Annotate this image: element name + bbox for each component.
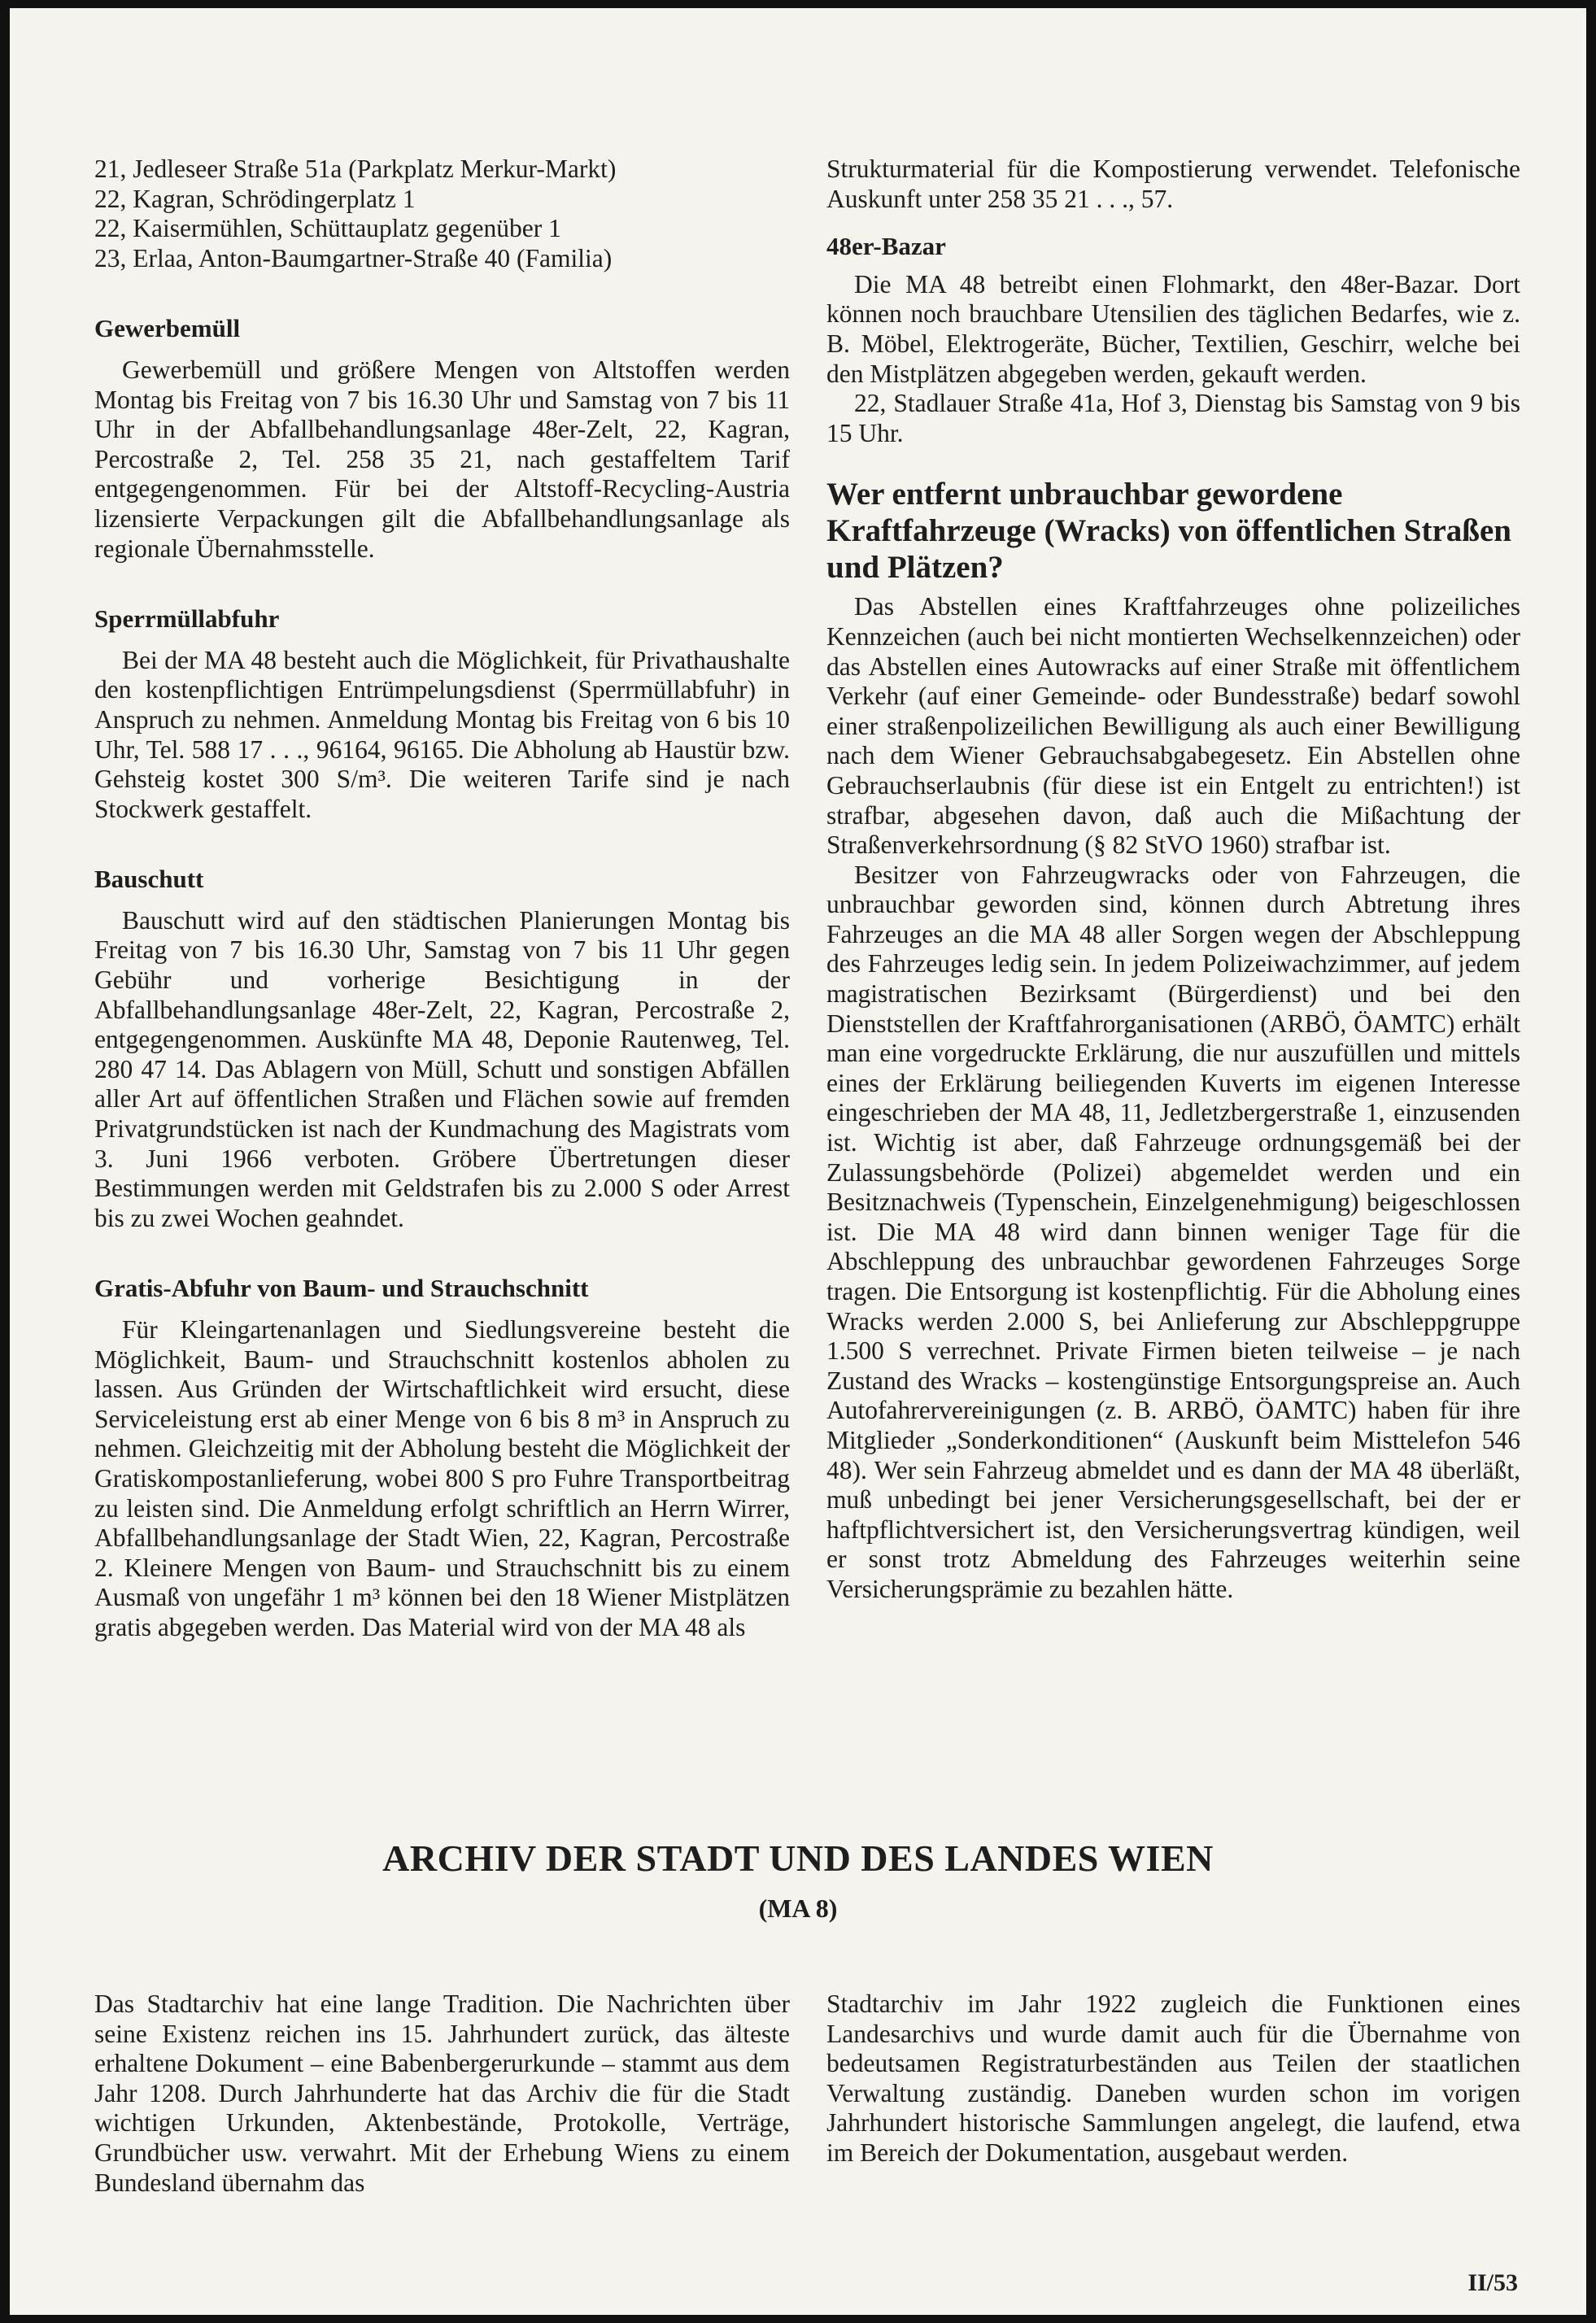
heading-sperrmuellabfuhr: Sperrmüllabfuhr [94, 604, 280, 634]
document-page [10, 8, 1586, 2315]
paragraph-continuation: Strukturmaterial für die Kompostierung verwendet. Telefonische Auskunft unter 258 35 21 . . ., 57. [826, 155, 1520, 213]
section-subtitle: (MA 8) [758, 1894, 838, 1923]
paragraph-gratis-abfuhr: Für Kleingartenanlagen und Siedlungsvereine besteht die Möglichkeit, Baum- und Strauchschnitt kostenlos abholen zu lassen. Aus Gründen der Wirtschaftlichkeit wird ersucht, diese Serviceleistung erst ab einer Menge von 6 bis 8 m³ in Anspruch zu nehmen. Gleichzeitig mit der Abholung besteht die Möglichkeit der Gratiskompostanlieferung, wobei 800 S pro Fuhre Transportbeitrag zu leisten sind. Die Anmeldung erfolgt schriftlich an Herrn Wirrer, Abfallbehandlungsanlage der Stadt Wien, 22, Kagran, Percostraße 2. Kleinere Mengen von Baum- und Strauchschnitt bis zu einem Ausmaß von ungefähr 1 m³ können bei den 18 Wiener Mistplätzen gratis abgegeben werden. Das Material wird von der MA 48 als [94, 1315, 790, 1641]
paragraph-wracks-1: Das Abstellen eines Kraftfahrzeuges ohne polizeiliches Kennzeichen (auch bei nicht montierten Wechselkennzeichen) oder das Abstellen eines Autowracks auf einer Straße mit öffentlichem Verkehr (auf einer Gemeinde- oder Bundesstraße) bedarf sowohl einer straßenpolizeilichen Bewilligung als auch einer Bewilligung nach dem Wiener Gebrauchsabgabegesetz. Ein Abstellen ohne Gebrauchserlaubnis (für diese ist ein Entgelt zu entrichten!) ist strafbar, abgesehen davon, daß auch die Mißachtung der Straßenverkehrsordnung (§ 82 StVO 1960) strafbar ist. [826, 592, 1520, 860]
heading-gewerbemuell: Gewerbemüll [94, 314, 241, 343]
right-column [826, 155, 1520, 1605]
section-title: ARCHIV DER STADT UND DES LANDES WIEN [382, 1837, 1214, 1879]
heading-bauschutt: Bauschutt [94, 865, 204, 894]
heading-wracks: Wer entfernt unbrauchbar gewordene Kraftfahrzeuge (Wracks) von öffentlichen Straßen und Plätzen? [826, 477, 1511, 586]
archive-paragraph-right: Stadtarchiv im Jahr 1922 zugleich die Funktionen eines Landesarchivs und wurde damit auch für die Übernahme von bedeutsamen Registraturbeständen aus Teilen der staatlichen Verwaltung zuständig. Daneben wurden schon im vorigen Jahrhundert historische Sammlungen angelegt, die laufend, etwa im Bereich der Dokumentation, ausgebaut werden. [826, 1990, 1520, 2167]
heading-48er-bazar: 48er-Bazar [826, 232, 946, 261]
left-column [94, 155, 790, 1643]
paragraph-gewerbemuell: Gewerbemüll und größere Mengen von Altstoffen werden Montag bis Freitag von 7 bis 16.30 Uhr und Samstag von 7 bis 11 Uhr in der Abfallbehandlungsanlage 48er-Zelt, 22, Kagran, Percostraße 2, Tel. 258 35 21, nach gestaffeltem Tarif entgegengenommen. Für bei der Altstoff-Recycling-Austria lizensierte Verpackungen gilt die Abfallbehandlungsanlage als regionale Übernahmsstelle. [94, 355, 790, 563]
paragraph-bazar-address: 22, Stadlauer Straße 41a, Hof 3, Dienstag bis Samstag von 9 bis 15 Uhr. [826, 389, 1520, 447]
paragraph-wracks-2: Besitzer von Fahrzeugwracks oder von Fahrzeugen, die unbrauchbar geworden sind, können durch Abtretung ihres Fahrzeuges an die MA 48 aller Sorgen wegen der Abschleppung des Fahrzeuges ledig sein. In jedem Polizeiwachzimmer, auf jedem magistratischen Bezirksamt (Bürgerdienst) und bei den Dienststellen der Kraftfahrorganisationen (ARBÖ, ÖAMTC) erhält man eine vorgedruckte Erklärung, die nur auszufüllen und mittels eines der Erklärung beiliegenden Kuverts im eigenen Interesse eingeschrieben der MA 48, 11, Jedletzbergerstraße 1, einzusenden ist. Wichtig ist aber, daß Fahrzeuge ordnungsgemäß bei der Zulassungsbehörde (Polizei) abgemeldet werden und ein Besitznachweis (Typenschein, Einzelgenehmigung) beigeschlossen ist. Die MA 48 wird dann binnen weniger Tage für die Abschleppung des unbrauchbar gewordenen Fahrzeuges Sorge tragen. Die Entsorgung ist kostenpflichtig. Für die Abholung eines Wracks werden 2.000 S, bei Anlieferung zur Abschleppgruppe 1.500 S verrechnet. Private Firmen bieten teilweise – je nach Zustand des Wracks – kostengünstige Entsorgungspreise an. Auch Autofahrervereinigungen (z. B. ARBÖ, ÖAMTC) haben für ihre Mitglieder „Sonderkonditionen“ (Auskunft beim Misttelefon 546 48). Wer sein Fahrzeug abmeldet und es dann der MA 48 überläßt, muß unbedingt bei jener Versicherungsgesellschaft, bei der er haftpflichtversichert ist, den Versicherungsvertrag kündigen, weil er sonst trotz Abmeldung des Fahrzeuges weiterhin seine Versicherungsprämie zu bezahlen hätte. [826, 860, 1520, 1603]
paragraph-sperrmuellabfuhr: Bei der MA 48 besteht auch die Möglichkeit, für Privathaushalte den kostenpflichtigen Entrümpelungsdienst (Sperrmüllabfuhr) in Anspruch zu nehmen. Anmeldung Montag bis Freitag von 6 bis 10 Uhr, Tel. 588 17 . . ., 96164, 96165. Die Abholung ab Haustür bzw. Gehsteig kostet 300 S/m³. Die weiteren Tarife sind je nach Stockwerk gestaffelt. [94, 645, 790, 823]
location-list: 21, Jedleseer Straße 51a (Parkplatz Merkur-Markt) 22, Kagran, Schrödingerplatz 1 22, Kaisermühlen, Schüttauplatz gegenüber 1 23, Erlaa, Anton-Baumgartner-Straße 40 (Familia) [94, 155, 617, 272]
paragraph-bauschutt: Bauschutt wird auf den städtischen Planierungen Montag bis Freitag von 7 bis 16.30 Uhr, Samstag von 7 bis 11 Uhr gegen Gebühr und vorherige Besichtigung in der Abfallbehandlungsanlage 48er-Zelt, 22, Kagran, Percostraße 2, entgegengenommen. Auskünfte MA 48, Deponie Rautenweg, Tel. 280 47 14. Das Ablagern von Müll, Schutt und sonstigen Abfällen aller Art auf öffentlichen Straßen und Flächen sowie auf fremden Privatgrundstücken ist nach der Kundmachung des Magistrats vom 3. Juni 1966 verboten. Gröbere Übertretungen dieser Bestimmungen werden mit Geldstrafen bis zu 2.000 S oder Arrest bis zu zwei Wochen geahndet. [94, 905, 790, 1232]
heading-gratis-abfuhr: Gratis-Abfuhr von Baum- und Strauchschnitt [94, 1274, 589, 1303]
archive-paragraph-left: Das Stadtarchiv hat eine lange Tradition. Die Nachrichten über seine Existenz reichen ins 15. Jahrhundert zurück, das älteste erhaltene Dokument – eine Babenbergerurkunde – stammt aus dem Jahr 1208. Durch Jahrhunderte hat das Archiv die für die Stadt wichtigen Urkunden, Aktenbestände, Protokolle, Verträge, Grundbücher usw. verwahrt. Mit der Erhebung Wiens zu einem Bundesland übernahm das [94, 1990, 790, 2197]
page-number: II/53 [1467, 2269, 1518, 2296]
paragraph-48er-bazar: Die MA 48 betreibt einen Flohmarkt, den 48er-Bazar. Dort können noch brauchbare Utensilien des täglichen Bedarfes, wie z. B. Möbel, Elektrogeräte, Bücher, Textilien, Geschirr, welche bei den Mistplätzen abgegeben werden, gekauft werden. [826, 269, 1520, 388]
